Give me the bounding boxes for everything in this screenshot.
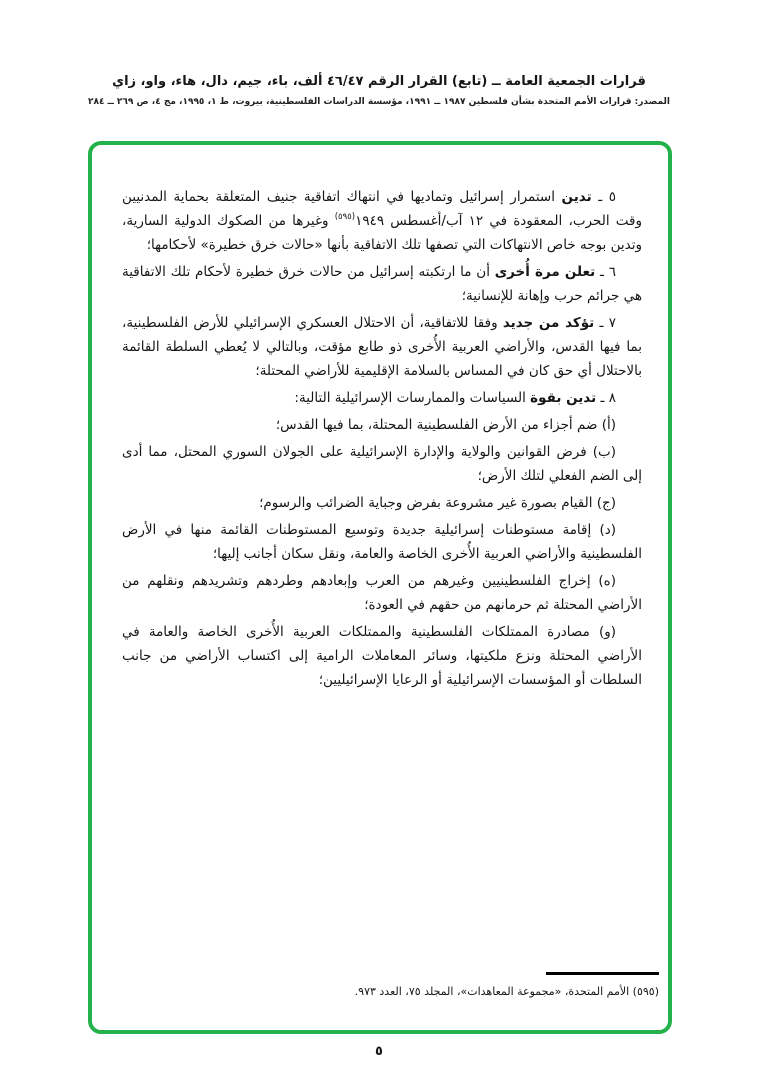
paragraph-number: ٦ ـ <box>595 264 616 280</box>
paragraph-text: السياسات والممارسات الإسرائيلية التالية: <box>294 390 531 406</box>
operative-verb: تعلن مرة أُخرى <box>494 264 596 280</box>
subparagraph-text: فرض القوانين والولاية والإدارة الإسرائيلية على الجولان السوري المحتل، مما أدى إلى الضم الفعلي لتلك الأرض؛ <box>122 444 642 484</box>
subparagraph-text: ضم أجزاء من الأرض الفلسطينية المحتلة، بما فيها القدس؛ <box>275 417 602 433</box>
document-frame <box>88 141 672 1034</box>
subparagraph-marker: (ج) <box>596 495 616 511</box>
subparagraph-text: إخراج الفلسطينيين وغيرهم من العرب وإبعادهم وطردهم وتشريدهم ونقلهم من الأراضي المحتلة ثم حرمانهم من حقهم في العودة؛ <box>122 573 642 613</box>
footnote-reference: (٥٩٥) <box>334 212 356 222</box>
paragraph-number: ٨ ـ <box>596 390 616 406</box>
subparagraph-h <box>122 569 642 617</box>
paragraph-number: ٧ ـ <box>594 315 616 331</box>
paragraph-7 <box>122 311 642 383</box>
subparagraph-marker: (ب) <box>592 444 616 460</box>
paragraph-number: ٥ ـ <box>591 189 617 205</box>
footnote-text: (٥٩٥) الأمم المتحدة، «مجموعة المعاهدات»، المجلد ٧٥، العدد ٩٧٣. <box>354 985 659 998</box>
subparagraph-text: مصادرة الممتلكات الفلسطينية والممتلكات العربية الأُخرى الخاصة والعامة في الأراضي المحتلة ونزع ملكيتها، وسائر المعاملات الرامية إلى اكتساب الأراضي من جانب السلطات أو المؤسسات الإسرائيلية أو الرعايا الإسرائيليين؛ <box>122 624 642 688</box>
paragraph-text: وفقا للاتفاقية، أن الاحتلال العسكري الإسرائيلي للأرض الفلسطينية، بما فيها القدس، والأراضي العربية الأُخرى ذو طابع مؤقت، وبالتالي لا يُعطي السلطة القائمة بالاحتلال أي حق كان في المساس بالسلامة الإقليمية للأراضي المحتلة؛ <box>122 315 642 379</box>
subparagraph-marker: (أ) <box>601 417 616 433</box>
page-number: ٥ <box>375 1044 383 1059</box>
subparagraph-d <box>122 518 642 566</box>
source-line: المصدر: قرارات الأمم المتحدة بشأن فلسطين ١٩٨٧ ــ ١٩٩١، مؤسسة الدراسات الفلسطينية، بيروت، ط ١، ١٩٩٥، مج ٤، ص ٢٦٩ ــ ٢٨٤ <box>88 97 670 107</box>
subparagraph-text: القيام بصورة غير مشروعة بفرض وجباية الضرائب والرسوم؛ <box>259 495 597 511</box>
subparagraph-marker: (ه) <box>598 573 616 589</box>
operative-verb: تدين بقوة <box>530 390 597 406</box>
footnote-separator-rule <box>546 972 659 975</box>
page-header <box>40 74 718 107</box>
footnote-block <box>132 972 659 1000</box>
subparagraph-b <box>122 440 642 488</box>
paragraph-6 <box>122 260 642 308</box>
subparagraph-marker: (د) <box>599 522 616 538</box>
paragraph-text: وغيرها من الصكوك الدولية السارية، وتدين بوجه خاص الانتهاكات التي تصفها تلك الاتفاقية بأنها «حالات خرق خطيرة» لأحكامها؛ <box>122 213 642 253</box>
paragraph-8 <box>122 386 642 410</box>
subparagraph-a <box>122 413 642 437</box>
subparagraph-w <box>122 620 642 692</box>
paragraph-5 <box>122 185 642 257</box>
subparagraph-text: إقامة مستوطنات إسرائيلية جديدة وتوسيع المستوطنات القائمة منها في الأرض الفلسطينية والأراضي العربية الأُخرى الخاصة والعامة، ونقل سكان أجانب إليها؛ <box>122 522 642 562</box>
subparagraph-marker: (و) <box>598 624 616 640</box>
document-title: قرارات الجمعية العامة ــ (تابع) القرار الرقم ٤٦/٤٧ ألف، باء، جيم، دال، هاء، واو، زاي <box>112 74 646 89</box>
subparagraph-c <box>122 491 642 515</box>
operative-verb: تدين <box>561 189 592 205</box>
resolution-text <box>122 185 642 692</box>
operative-verb: تؤكد من جديد <box>502 315 595 331</box>
paragraph-text: استمرار إسرائيل وتماديها في انتهاك اتفاقية جنيف المتعلقة بحماية المدنيين وقت الحرب، المعقودة في ١٢ آب/أغسطس ١٩٤٩ <box>122 189 642 229</box>
paragraph-text: أن ما ارتكبته إسرائيل من حالات خرق خطيرة لأحكام تلك الاتفاقية هي جرائم حرب وإهانة للإنسانية؛ <box>122 264 642 304</box>
